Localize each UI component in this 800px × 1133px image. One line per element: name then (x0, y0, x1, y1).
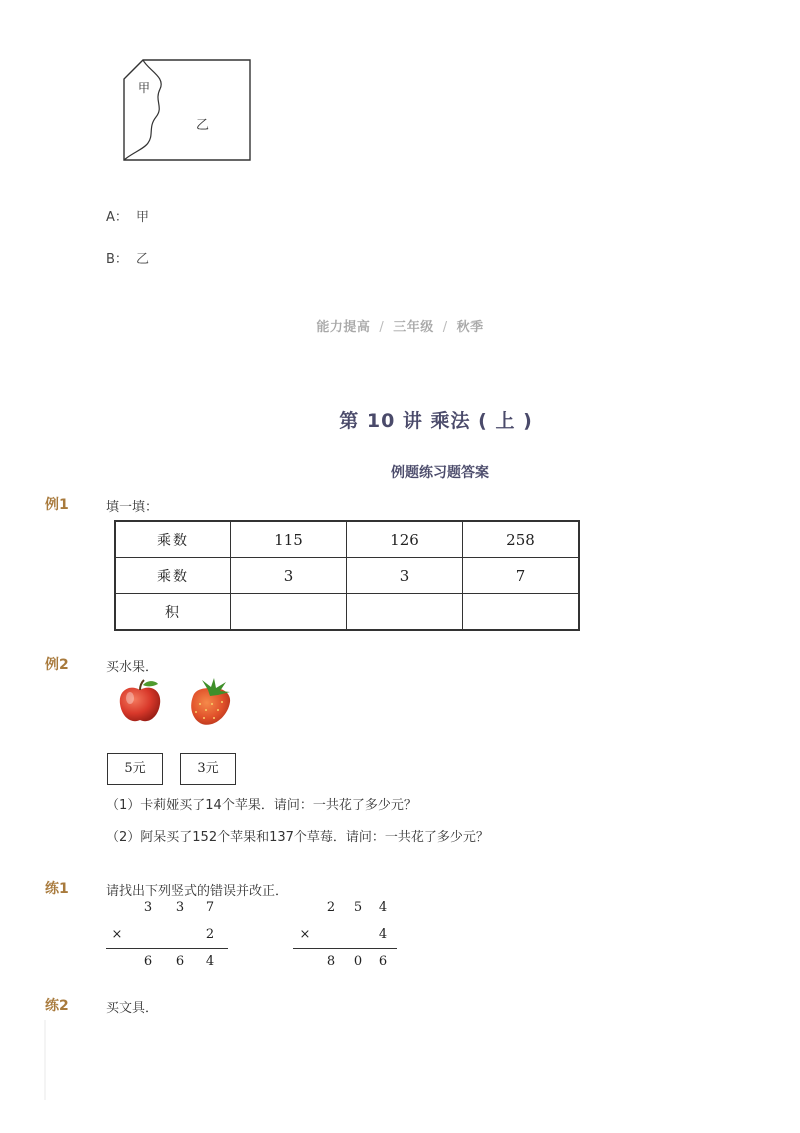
multiplicand-digit: 4 (378, 900, 388, 915)
practice2-prompt: 买文具． (106, 1001, 159, 1016)
practice2-label: 练2 (45, 998, 69, 1014)
row-header: 积 (115, 594, 231, 631)
table-cell: 7 (463, 558, 580, 594)
region-b-label: 乙 (196, 118, 210, 133)
table-cell: 3 (231, 558, 347, 594)
answers-title: 例题练习题答案 (391, 465, 489, 481)
practice1-prompt: 请找出下列竖式的错误并改正． (106, 884, 289, 899)
example1-label: 例1 (45, 497, 69, 513)
result-digit: 6 (378, 954, 388, 969)
table-row (115, 521, 579, 558)
option-a-key: A： (106, 210, 128, 225)
strawberry-icon (184, 676, 236, 728)
apple-icon (114, 676, 166, 728)
multiplicand-digit: 3 (143, 900, 153, 915)
multiplier-digit: 4 (378, 927, 388, 942)
page-margin-divider (44, 1020, 46, 1100)
region-a-label: 甲 (138, 81, 151, 95)
option-b[interactable] (106, 248, 149, 267)
multiplicand-digit: 3 (175, 900, 185, 915)
multiplicand-digit: 7 (205, 900, 215, 915)
row-header: 乘数 (115, 521, 231, 558)
multiplier-digit: 2 (205, 927, 215, 942)
table-row (115, 558, 579, 594)
multiply-sign: × (111, 927, 123, 942)
breadcrumb (0, 316, 800, 335)
multiplication-table (114, 520, 580, 631)
table-cell: 3 (347, 558, 463, 594)
option-b-key: B： (106, 252, 128, 267)
example2-prompt: 买水果． (106, 660, 159, 675)
breadcrumb-level3[interactable]: 秋季 (456, 320, 484, 335)
strawberry-price-tag: 3元 (180, 753, 236, 785)
row-header: 乘数 (115, 558, 231, 594)
table-cell: 115 (231, 521, 347, 558)
breadcrumb-level2[interactable]: 三年级 (393, 320, 434, 335)
option-b-value: 乙 (136, 252, 150, 267)
figure-outline (124, 60, 250, 160)
table-cell: 258 (463, 521, 580, 558)
product-cell[interactable] (231, 594, 347, 631)
result-line (106, 948, 228, 949)
figure-divider (124, 60, 161, 160)
practice1-label: 练1 (45, 881, 69, 897)
example1-prompt: 填一填： (106, 500, 159, 515)
multiplicand-digit: 5 (353, 900, 363, 915)
result-digit: 4 (205, 954, 215, 969)
region-figure (118, 55, 258, 165)
result-line (293, 948, 397, 949)
result-digit: 6 (143, 954, 153, 969)
option-a[interactable] (106, 206, 149, 225)
breadcrumb-separator: / (379, 320, 385, 335)
lecture-title: 第 10 讲 乘法 ( 上 ) (339, 410, 533, 432)
table-cell: 126 (347, 521, 463, 558)
multiplicand-digit: 2 (326, 900, 336, 915)
product-cell[interactable] (347, 594, 463, 631)
breadcrumb-level1[interactable]: 能力提高 (316, 320, 371, 335)
table-row (115, 594, 579, 631)
example2-label: 例2 (45, 657, 69, 673)
breadcrumb-separator: / (442, 320, 448, 335)
question-2: （2）阿呆买了152个苹果和137个草莓．请问：一共花了多少元？ (106, 830, 489, 845)
result-digit: 0 (353, 954, 363, 969)
product-cell[interactable] (463, 594, 580, 631)
question-1: （1）卡莉娅买了14个苹果．请问：一共花了多少元？ (106, 798, 417, 813)
result-digit: 6 (175, 954, 185, 969)
option-a-value: 甲 (136, 210, 150, 225)
multiply-sign: × (299, 927, 311, 942)
apple-price-tag: 5元 (107, 753, 163, 785)
result-digit: 8 (326, 954, 336, 969)
